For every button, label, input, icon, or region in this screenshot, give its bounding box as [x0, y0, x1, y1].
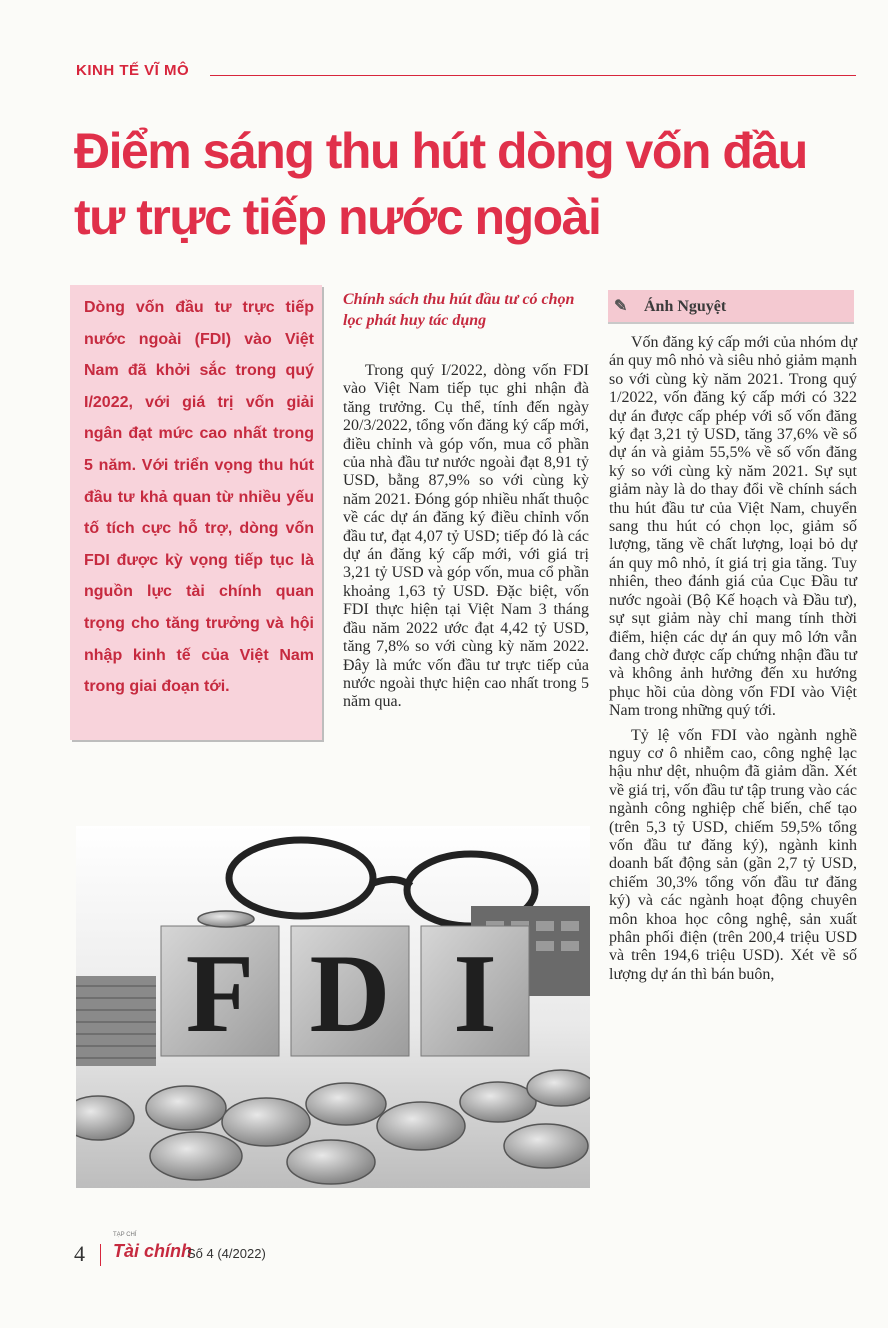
- body-paragraph: Vốn đăng ký cấp mới của nhóm dự án quy mô nhỏ và siêu nhỏ giảm mạnh so với cùng kỳ năm 2021. Trong quý 1/2022, vốn đăng ký cấp mới có 322 dự án được cấp phép với số vốn đăng ký đạt 3,21 tỷ USD, tăng 37,6% về số dự án và giảm 55,5% về số vốn đăng ký so với cùng kỳ năm 2021. Sự sụt giảm này là do thay đổi về chính sách thu hút đầu tư của Việt Nam, chuyển sang thu hút có chọn lọc, giảm số lượng, tăng về chất lượng, loại bỏ dự án quy mô nhỏ, ít giá trị gia tăng. Tuy nhiên, theo đánh giá của Cục Đầu tư nước ngoài (Bộ Kế hoạch và Đầu tư), sự sụt giảm này chỉ mang tính thời điểm, hiện các dự án quy mô lớn vẫn đang chờ được cấp chứng nhận đầu tư và không ảnh hưởng đến xu hướng phục hồi của dòng vốn FDI vào Việt Nam trong những quý tới.: [609, 334, 857, 720]
- magazine-logo: [113, 1232, 193, 1262]
- issue-label: Số 4 (4/2022): [187, 1246, 266, 1261]
- body-paragraph: Trong quý I/2022, dòng vốn FDI vào Việt Nam tiếp tục ghi nhận đà tăng trưởng. Cụ thể, tính đến ngày 20/3/2022, tổng vốn đăng ký cấp mới, điều chỉnh và góp vốn, mua cổ phần của nhà đầu tư nước ngoài đạt 8,91 tỷ USD, bằng 87,9% so với cùng kỳ năm 2021. Đóng góp nhiều nhất thuộc về các dự án đăng ký điều chỉnh vốn đầu tư, đạt 4,07 tỷ USD; tiếp đó là các dự án đăng ký cấp mới, với giá trị 3,21 tỷ USD và góp vốn, mua cổ phần khoảng 1,63 tỷ USD. Đặc biệt, vốn FDI thực hiện tại Việt Nam 3 tháng đầu năm 2022 ước đạt 4,42 tỷ USD, tăng 7,8% so với cùng kỳ năm 2022. Đây là mức vốn đầu tư trực tiếp của nước ngoài thực hiện cao nhất trong 5 năm qua.: [343, 362, 589, 711]
- body-paragraph: Tỷ lệ vốn FDI vào ngành nghề nguy cơ ô nhiễm cao, công nghệ lạc hậu như dệt, nhuộm đã giảm dần. Xét về giá trị, vốn đầu tư tập trung vào các ngành công nghiệp chế biến, chế tạo (trên 5,3 tỷ USD, chiếm 59,5% tổng vốn đầu tư đăng ký), ngành kinh doanh bất động sản (gần 2,7 tỷ USD, chiếm 30,3% tổng vốn đầu tư đăng ký) và các ngành hoạt động chuyên môn khoa học công nghệ, sản xuất phân phối điện (trên 200,4 triệu USD và trên 194,6 triệu USD). Xét về số lượng dự án thì bán buôn,: [609, 726, 857, 983]
- fdi-block-f: [161, 926, 279, 1056]
- author-name: Ánh Nguyệt: [644, 298, 727, 315]
- fdi-block-d: [291, 926, 409, 1056]
- article-headline: Điểm sáng thu hút dòng vốn đầu tư trực tiếp nước ngoài: [74, 123, 807, 245]
- coin-stack-left: [76, 976, 156, 1066]
- magazine-logo-text: Tài chính: [113, 1241, 193, 1261]
- section-label: KINH TẾ VĨ MÔ: [76, 62, 190, 79]
- magazine-logo-small: TẠP CHÍ: [113, 1232, 137, 1238]
- author-byline: [608, 290, 854, 324]
- pen-icon: ✎: [614, 298, 628, 315]
- fdi-block-f-letter: F: [185, 932, 255, 1056]
- lead-paragraph: Dòng vốn đầu tư trực tiếp nước ngoài (FDI) vào Việt Nam đã khởi sắc trong quý I/2022, với giá trị vốn giải ngân đạt mức cao nhất trong 5 năm. Với triển vọng thu hút đầu tư khả quan từ nhiều yếu tố tích cực hỗ trợ, dòng vốn FDI được kỳ vọng tiếp tục là nguồn lực tài chính quan trọng cho tăng trưởng và hội nhập kinh tế của Việt Nam trong giai đoạn tới.: [84, 299, 314, 696]
- section-divider: [210, 75, 856, 76]
- fdi-block-i: [421, 926, 529, 1056]
- fdi-photo: [76, 826, 590, 1188]
- footer-divider: [100, 1244, 101, 1266]
- right-column: [609, 334, 857, 984]
- page-number: 4: [74, 1241, 85, 1266]
- middle-column: [343, 362, 589, 712]
- fdi-block-i-letter: I: [453, 932, 497, 1056]
- fdi-block-d-letter: D: [309, 932, 391, 1056]
- section-subheading: Chính sách thu hút đầu tư có chọn lọc phát huy tác dụng: [343, 291, 575, 329]
